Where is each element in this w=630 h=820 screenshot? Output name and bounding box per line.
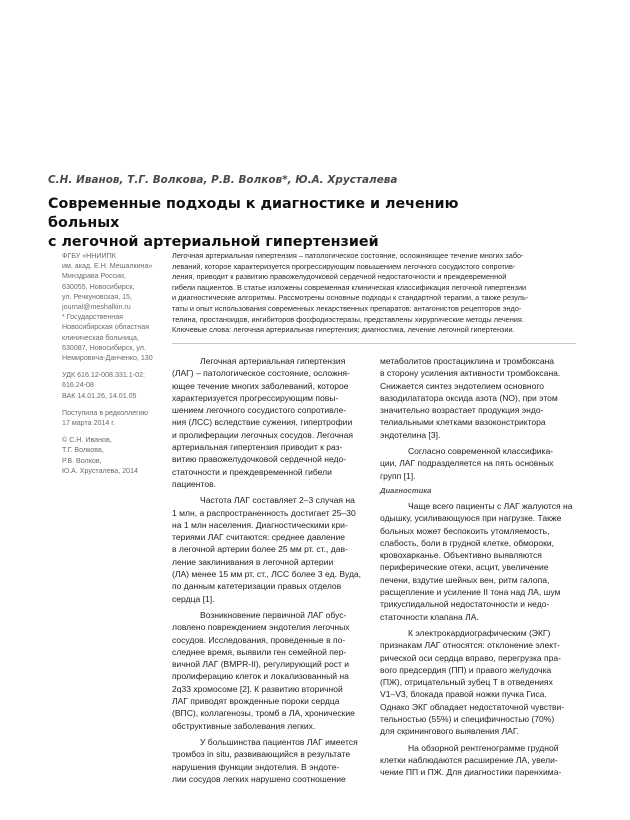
abstract-divider bbox=[172, 343, 576, 344]
title-line: с легочной артериальной гипертензией bbox=[48, 234, 379, 250]
sidebar-line: УДК 616.12-008.331.1-02: bbox=[62, 371, 145, 380]
body-line: ЛАГ приводят врожденные пороки сердца bbox=[172, 696, 340, 707]
body-column-left bbox=[172, 355, 372, 785]
paragraph bbox=[380, 445, 580, 482]
body-line: Возникновение первичной ЛАГ обус- bbox=[200, 609, 347, 620]
sidebar-line: © С.Н. Иванов, bbox=[62, 436, 112, 445]
body-line: шением легочного сосудистого сопротивле- bbox=[172, 405, 347, 416]
body-line: сердца [1]. bbox=[172, 593, 215, 604]
body-line: 2q33 хромосоме [2]. К развитию вторичной bbox=[172, 683, 343, 694]
body-line: ния (ЛСС) вследствие сужения, гипертрофии bbox=[172, 417, 353, 428]
paragraph bbox=[380, 627, 580, 738]
body-line: вичной ЛАГ (BMPR-II), регулирующий рост и bbox=[172, 659, 350, 670]
abstract bbox=[172, 251, 576, 336]
sidebar-line: Новосибирская областная bbox=[62, 323, 150, 332]
body-line: одышку, усиливающуюся при нагрузке. Также bbox=[380, 513, 562, 524]
body-line: артериальная гипертензия приводит к раз- bbox=[172, 442, 343, 453]
body-line: вазодилататора оксида азота (NO), при этом bbox=[380, 392, 558, 403]
body-line: и пролиферации легочных сосудов. Легочная bbox=[172, 429, 353, 440]
body-line: периферические отеки, асцит, увеличение bbox=[380, 562, 549, 573]
udc-block bbox=[62, 370, 164, 401]
body-line: Частота ЛАГ составляет 2–3 случая на bbox=[200, 495, 355, 506]
body-line: печени, вздутие шейных вен, ритм галопа, bbox=[380, 574, 550, 585]
body-line: по данным катетеризации правых отделов bbox=[172, 581, 342, 592]
body-line: кровохарканье. Объективно выявляются bbox=[380, 550, 542, 561]
body-line: следнее время, выявили ген семейной пер- bbox=[172, 646, 347, 657]
sidebar-line: Немировича-Данченко, 130 bbox=[62, 354, 153, 363]
body-line: чение ПП и ПЖ. Для диагностики паренхима- bbox=[380, 767, 562, 778]
sidebar-line: * Государственная bbox=[62, 313, 123, 322]
sidebar-line: 616.24-08 bbox=[62, 381, 94, 390]
body-line: лии сосудов легких нарушено соотношение bbox=[172, 773, 346, 784]
body-line: статочности и преждевременной гибели bbox=[172, 466, 332, 477]
body-line: (ВПС), коллагенозы, тромб в ЛА, хронические bbox=[172, 708, 355, 719]
body-line: пролиферацию клеток и локализованный на bbox=[172, 671, 349, 682]
body-line: витию правожелудочковой сердечной недо- bbox=[172, 454, 347, 465]
paragraph bbox=[172, 736, 372, 785]
received-block bbox=[62, 408, 164, 428]
keywords-line: Ключевые слова: легочная артериальная гипертензия; диагностика, лечение легочной гипертензии. bbox=[172, 325, 515, 335]
abstract-line: ления, приводит к развитию правожелудочковой сердечной недостаточности и преждевременной bbox=[172, 272, 507, 282]
body-line: для скринингового выявления ЛАГ. bbox=[380, 726, 519, 737]
sidebar-line: Минздрава России, bbox=[62, 272, 126, 281]
body-line: в легочной артерии более 25 мм рт. ст., дав- bbox=[172, 544, 348, 555]
abstract-line: и диагностические алгоритмы. Рассмотрены основные подходы к стандартной терапии, а также резуль- bbox=[172, 293, 529, 303]
article-title bbox=[48, 195, 518, 252]
body-line: клетки наблюдаются расширение ЛА, увели- bbox=[380, 754, 558, 765]
article-sidebar bbox=[62, 251, 164, 476]
abstract-line: гибели пациентов. В статье изложены современная клиническая классификация легочной гипертензии bbox=[172, 282, 527, 292]
body-line: Согласно современной классифика- bbox=[408, 446, 554, 457]
body-line: значительно возрастает продукция эндо- bbox=[380, 405, 544, 416]
abstract-line: таты и опыт использования современных лекарственных препаратов: антагонистов рецепторов эндо- bbox=[172, 303, 522, 313]
body-line: У большинства пациентов ЛАГ имеется bbox=[200, 736, 358, 747]
body-line: К электрокардиографическим (ЭКГ) bbox=[408, 627, 551, 638]
body-line: ловлено повреждением эндотелия легочных bbox=[172, 622, 350, 633]
body-line: териями ЛАГ считаются: среднее давление bbox=[172, 532, 345, 543]
body-line: в сторону усиления активности тромбоксана. bbox=[380, 368, 561, 379]
body-line: телиальными клетками вазоконстриктора bbox=[380, 417, 546, 428]
body-line: статочности клапана ЛА. bbox=[380, 611, 479, 622]
body-line: рической оси сердца вправо, перегрузка пра- bbox=[380, 652, 562, 663]
body-line: обструктивные заболевания легких. bbox=[172, 720, 316, 731]
sidebar-line: клиническая больница, bbox=[62, 333, 139, 342]
body-line: слабость, боли в грудной клетке, обмороки, bbox=[380, 537, 554, 548]
paragraph bbox=[380, 500, 580, 623]
body-line: ции, ЛАГ подразделяется на пять основных bbox=[380, 458, 554, 469]
paragraph bbox=[380, 742, 580, 779]
body-line: больных может беспокоить утомляемость, bbox=[380, 525, 550, 536]
paragraph bbox=[380, 355, 580, 441]
paragraph bbox=[172, 494, 372, 605]
body-line: сосудов. Исследования, проведенные в по- bbox=[172, 634, 346, 645]
sidebar-line: 17 марта 2014 г. bbox=[62, 419, 116, 428]
body-line: нарушения функции эндотелия. В эндоте- bbox=[172, 761, 340, 772]
body-line: Чаще всего пациенты с ЛАГ жалуются на bbox=[408, 500, 573, 511]
body-line: (ЛАГ) – патологическое состояние, осложня- bbox=[172, 368, 350, 379]
abstract-line: леваний, которое характеризуется прогрессирующим повышением легочного сосудистого сопротив- bbox=[172, 261, 516, 271]
body-line: эндотелина [3]. bbox=[380, 429, 441, 440]
sidebar-line: 630055, Новосибирск, bbox=[62, 282, 135, 291]
body-line: расщепление и усиление II тона над ЛА, шум bbox=[380, 587, 561, 598]
body-line: Однако ЭКГ обладает недостаточной чувстви- bbox=[380, 701, 565, 712]
affiliation-block bbox=[62, 251, 164, 363]
sidebar-line: 630087, Новосибирск, ул. bbox=[62, 343, 146, 352]
copyright-block bbox=[62, 435, 164, 476]
authors: С.Н. Иванов, Т.Г. Волкова, Р.В. Волков*, Ю.А. Хрусталева bbox=[48, 174, 398, 186]
body-line: На обзорной рентгенограмме грудной bbox=[408, 742, 559, 753]
body-line: (ПЖ), отрицательный зубец Т в отведениях bbox=[380, 677, 553, 688]
body-line: вого предсердия (ПП) и правого желудочка bbox=[380, 664, 552, 675]
sidebar-line: ул. Речкуновская, 15, bbox=[62, 292, 132, 301]
sidebar-line: ВАК 14.01.26, 14.01.05 bbox=[62, 391, 137, 400]
abstract-line: Легочная артериальная гипертензия – патологическое состояние, осложняющее течение многих забо- bbox=[172, 251, 524, 260]
body-line: тромбоз in situ, развивающийся в результате bbox=[172, 749, 351, 760]
sidebar-line: им. акад. Е.Н. Мешалкина» bbox=[62, 262, 153, 271]
body-line: (ЛА) менее 15 мм рт. ст., ЛСС более 3 ед. Вуда, bbox=[172, 569, 362, 580]
body-line: 1 млн, а распространенность достигает 25–30 bbox=[172, 507, 356, 518]
body-line: характеризуется прогрессирующим повы- bbox=[172, 392, 339, 403]
paragraph bbox=[172, 609, 372, 732]
body-line: признакам ЛАГ относятся: отклонение элект- bbox=[380, 640, 560, 651]
body-line: ющее течение многих заболеваний, которое bbox=[172, 380, 349, 391]
paragraph bbox=[172, 355, 372, 490]
body-line: V1–V3, блокада правой ножки пучка Гиса. bbox=[380, 689, 547, 700]
body-line: метаболитов простациклина и тромбоксана bbox=[380, 356, 555, 366]
body-line: Легочная артериальная гипертензия bbox=[200, 356, 346, 366]
sidebar-line: ФГБУ «ННИИПК bbox=[62, 252, 116, 260]
sidebar-line: Поступила в редколлегию bbox=[62, 408, 149, 417]
body-line: тельностью (55%) и специфичностью (70%) bbox=[380, 714, 555, 725]
body-line: пациентов. bbox=[172, 478, 217, 489]
body-line: трикуспидальной недостаточности и недо- bbox=[380, 599, 550, 610]
body-line: Снижается синтез эндотелием основного bbox=[380, 380, 545, 391]
title-line: Современные подходы к диагностике и лечению больных bbox=[48, 196, 459, 231]
body-column-right bbox=[380, 355, 580, 779]
sidebar-line: Ю.А. Хрусталева, 2014 bbox=[62, 466, 138, 475]
section-heading-diagnostics: Диагностика bbox=[380, 485, 432, 495]
body-line: на 1 млн населения. Диагностическими кри- bbox=[172, 519, 348, 530]
sidebar-line: Р.В. Волков, bbox=[62, 456, 102, 465]
email-link[interactable]: journal@meshalkin.ru bbox=[62, 303, 131, 312]
body-line: ление заклинивания в легочной артерии bbox=[172, 556, 334, 567]
sidebar-line: Т.Г. Волкова, bbox=[62, 446, 104, 455]
body-line: групп [1]. bbox=[380, 470, 416, 481]
abstract-line: телина, простаноидов, ингибиторов фосфодиэстеразы, представлены хирургические методы лечения. bbox=[172, 314, 524, 324]
